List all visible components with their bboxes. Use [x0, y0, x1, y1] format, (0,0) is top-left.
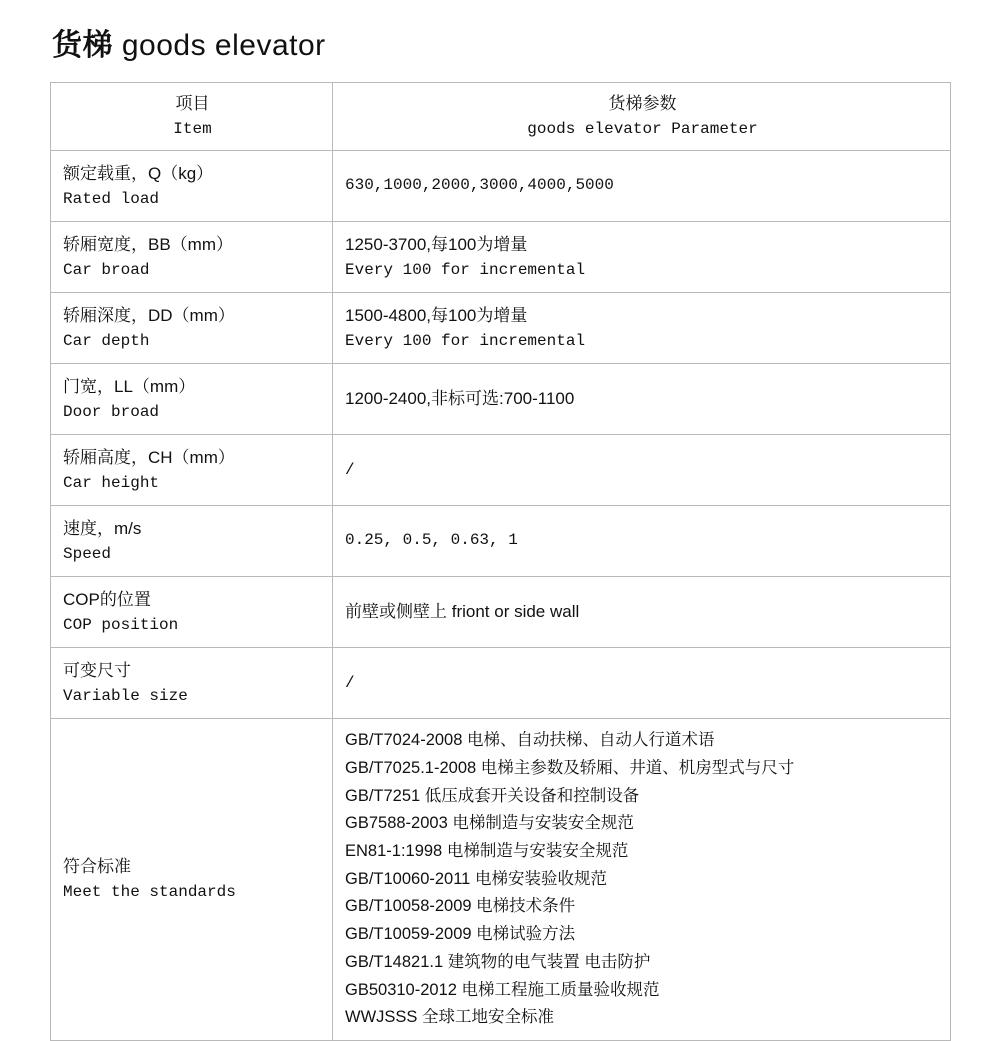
row-label-meet-standards — [51, 719, 333, 1041]
row-value-line1: 0.25, 0.5, 0.63, 1 — [345, 531, 518, 550]
row-value-car-height — [333, 435, 951, 506]
row-value-line1: 1250-3700,每100为增量 — [345, 234, 528, 254]
table-row — [51, 435, 951, 506]
standard-item: GB/T7025.1-2008 电梯主参数及轿厢、井道、机房型式与尺寸 — [345, 758, 795, 777]
standard-item: GB50310-2012 电梯工程施工质量验收规范 — [345, 980, 660, 999]
row-label-cn: 轿厢宽度，BB（mm） — [63, 234, 233, 254]
row-label-en: Meet the standards — [63, 883, 236, 902]
row-value-rated-load — [333, 151, 951, 222]
row-value-meet-standards — [333, 719, 951, 1041]
header-cell-item — [51, 83, 333, 151]
row-label-speed — [51, 506, 333, 577]
row-label-car-height — [51, 435, 333, 506]
row-label-cn: 可变尺寸 — [63, 660, 131, 680]
header-cell-param — [333, 83, 951, 151]
table-header-row — [51, 83, 951, 151]
row-label-en: Rated load — [63, 189, 160, 208]
row-value-variable-size — [333, 648, 951, 719]
standard-item: EN81-1:1998 电梯制造与安装安全规范 — [345, 842, 629, 861]
specifications-table — [50, 82, 951, 1041]
row-value-line1: / — [345, 461, 355, 480]
standard-item: GB/T7024-2008 电梯、自动扶梯、自动人行道术语 — [345, 731, 715, 750]
header-param-cn: 货梯参数 — [608, 94, 677, 113]
row-value-speed — [333, 506, 951, 577]
row-value-line2: Every 100 for incremental — [345, 260, 586, 279]
table-row — [51, 293, 951, 364]
row-label-en: Speed — [63, 544, 112, 563]
row-value-line1: 630,1000,2000,3000,4000,5000 — [345, 176, 614, 195]
row-label-variable-size — [51, 648, 333, 719]
standard-item: WWJSSS 全球工地安全标准 — [345, 1008, 554, 1027]
header-item-cn: 项目 — [175, 94, 210, 113]
standard-item: GB/T10058-2009 电梯技术条件 — [345, 897, 576, 916]
table-row — [51, 577, 951, 648]
row-value-door-broad — [333, 364, 951, 435]
row-label-rated-load — [51, 151, 333, 222]
row-label-car-depth — [51, 293, 333, 364]
row-label-cn: 速度，m/s — [63, 518, 142, 538]
row-value-line1: 1200-2400,非标可选:700-1100 — [345, 388, 575, 408]
row-value-car-broad — [333, 222, 951, 293]
row-label-cop-position — [51, 577, 333, 648]
row-label-en: Variable size — [63, 686, 188, 705]
row-label-en: Door broad — [63, 402, 160, 421]
table-row — [51, 222, 951, 293]
table-row-standards — [51, 719, 951, 1041]
row-value-line1: / — [345, 674, 355, 693]
row-label-cn: 符合标准 — [63, 857, 131, 877]
row-label-cn: COP的位置 — [63, 589, 151, 609]
row-label-cn: 门宽，LL（mm） — [63, 376, 196, 396]
row-value-line1: 1500-4800,每100为增量 — [345, 305, 528, 325]
standard-item: GB/T14821.1 建筑物的电气装置 电击防护 — [345, 952, 651, 971]
row-label-car-broad — [51, 222, 333, 293]
header-param-en: goods elevator Parameter — [527, 120, 758, 139]
standard-item: GB7588-2003 电梯制造与安装安全规范 — [345, 814, 634, 833]
standard-item: GB/T10060-2011 电梯安装验收规范 — [345, 869, 607, 888]
row-label-cn: 轿厢深度，DD（mm） — [63, 305, 235, 325]
row-label-cn: 额定载重，Q（kg） — [63, 163, 214, 183]
row-value-line2: Every 100 for incremental — [345, 331, 586, 350]
row-value-line1: 前壁或侧壁上 friont or side wall — [345, 601, 580, 621]
standard-item: GB/T10059-2009 电梯试验方法 — [345, 925, 576, 944]
page-title — [52, 28, 950, 64]
row-label-door-broad — [51, 364, 333, 435]
row-value-car-depth — [333, 293, 951, 364]
row-label-cn: 轿厢高度，CH（mm） — [63, 447, 235, 467]
row-value-cop-position — [333, 577, 951, 648]
page-title-en: goods elevator — [121, 29, 326, 62]
table-row — [51, 648, 951, 719]
table-row — [51, 151, 951, 222]
table-row — [51, 364, 951, 435]
row-label-en: Car broad — [63, 260, 150, 279]
row-label-en: Car depth — [63, 331, 150, 350]
page-title-cn: 货梯 — [52, 29, 113, 62]
row-label-en: Car height — [63, 473, 160, 492]
row-label-en: COP position — [63, 615, 179, 634]
standard-item: GB/T7251 低压成套开关设备和控制设备 — [345, 786, 640, 805]
table-row — [51, 506, 951, 577]
header-item-en: Item — [173, 120, 212, 139]
